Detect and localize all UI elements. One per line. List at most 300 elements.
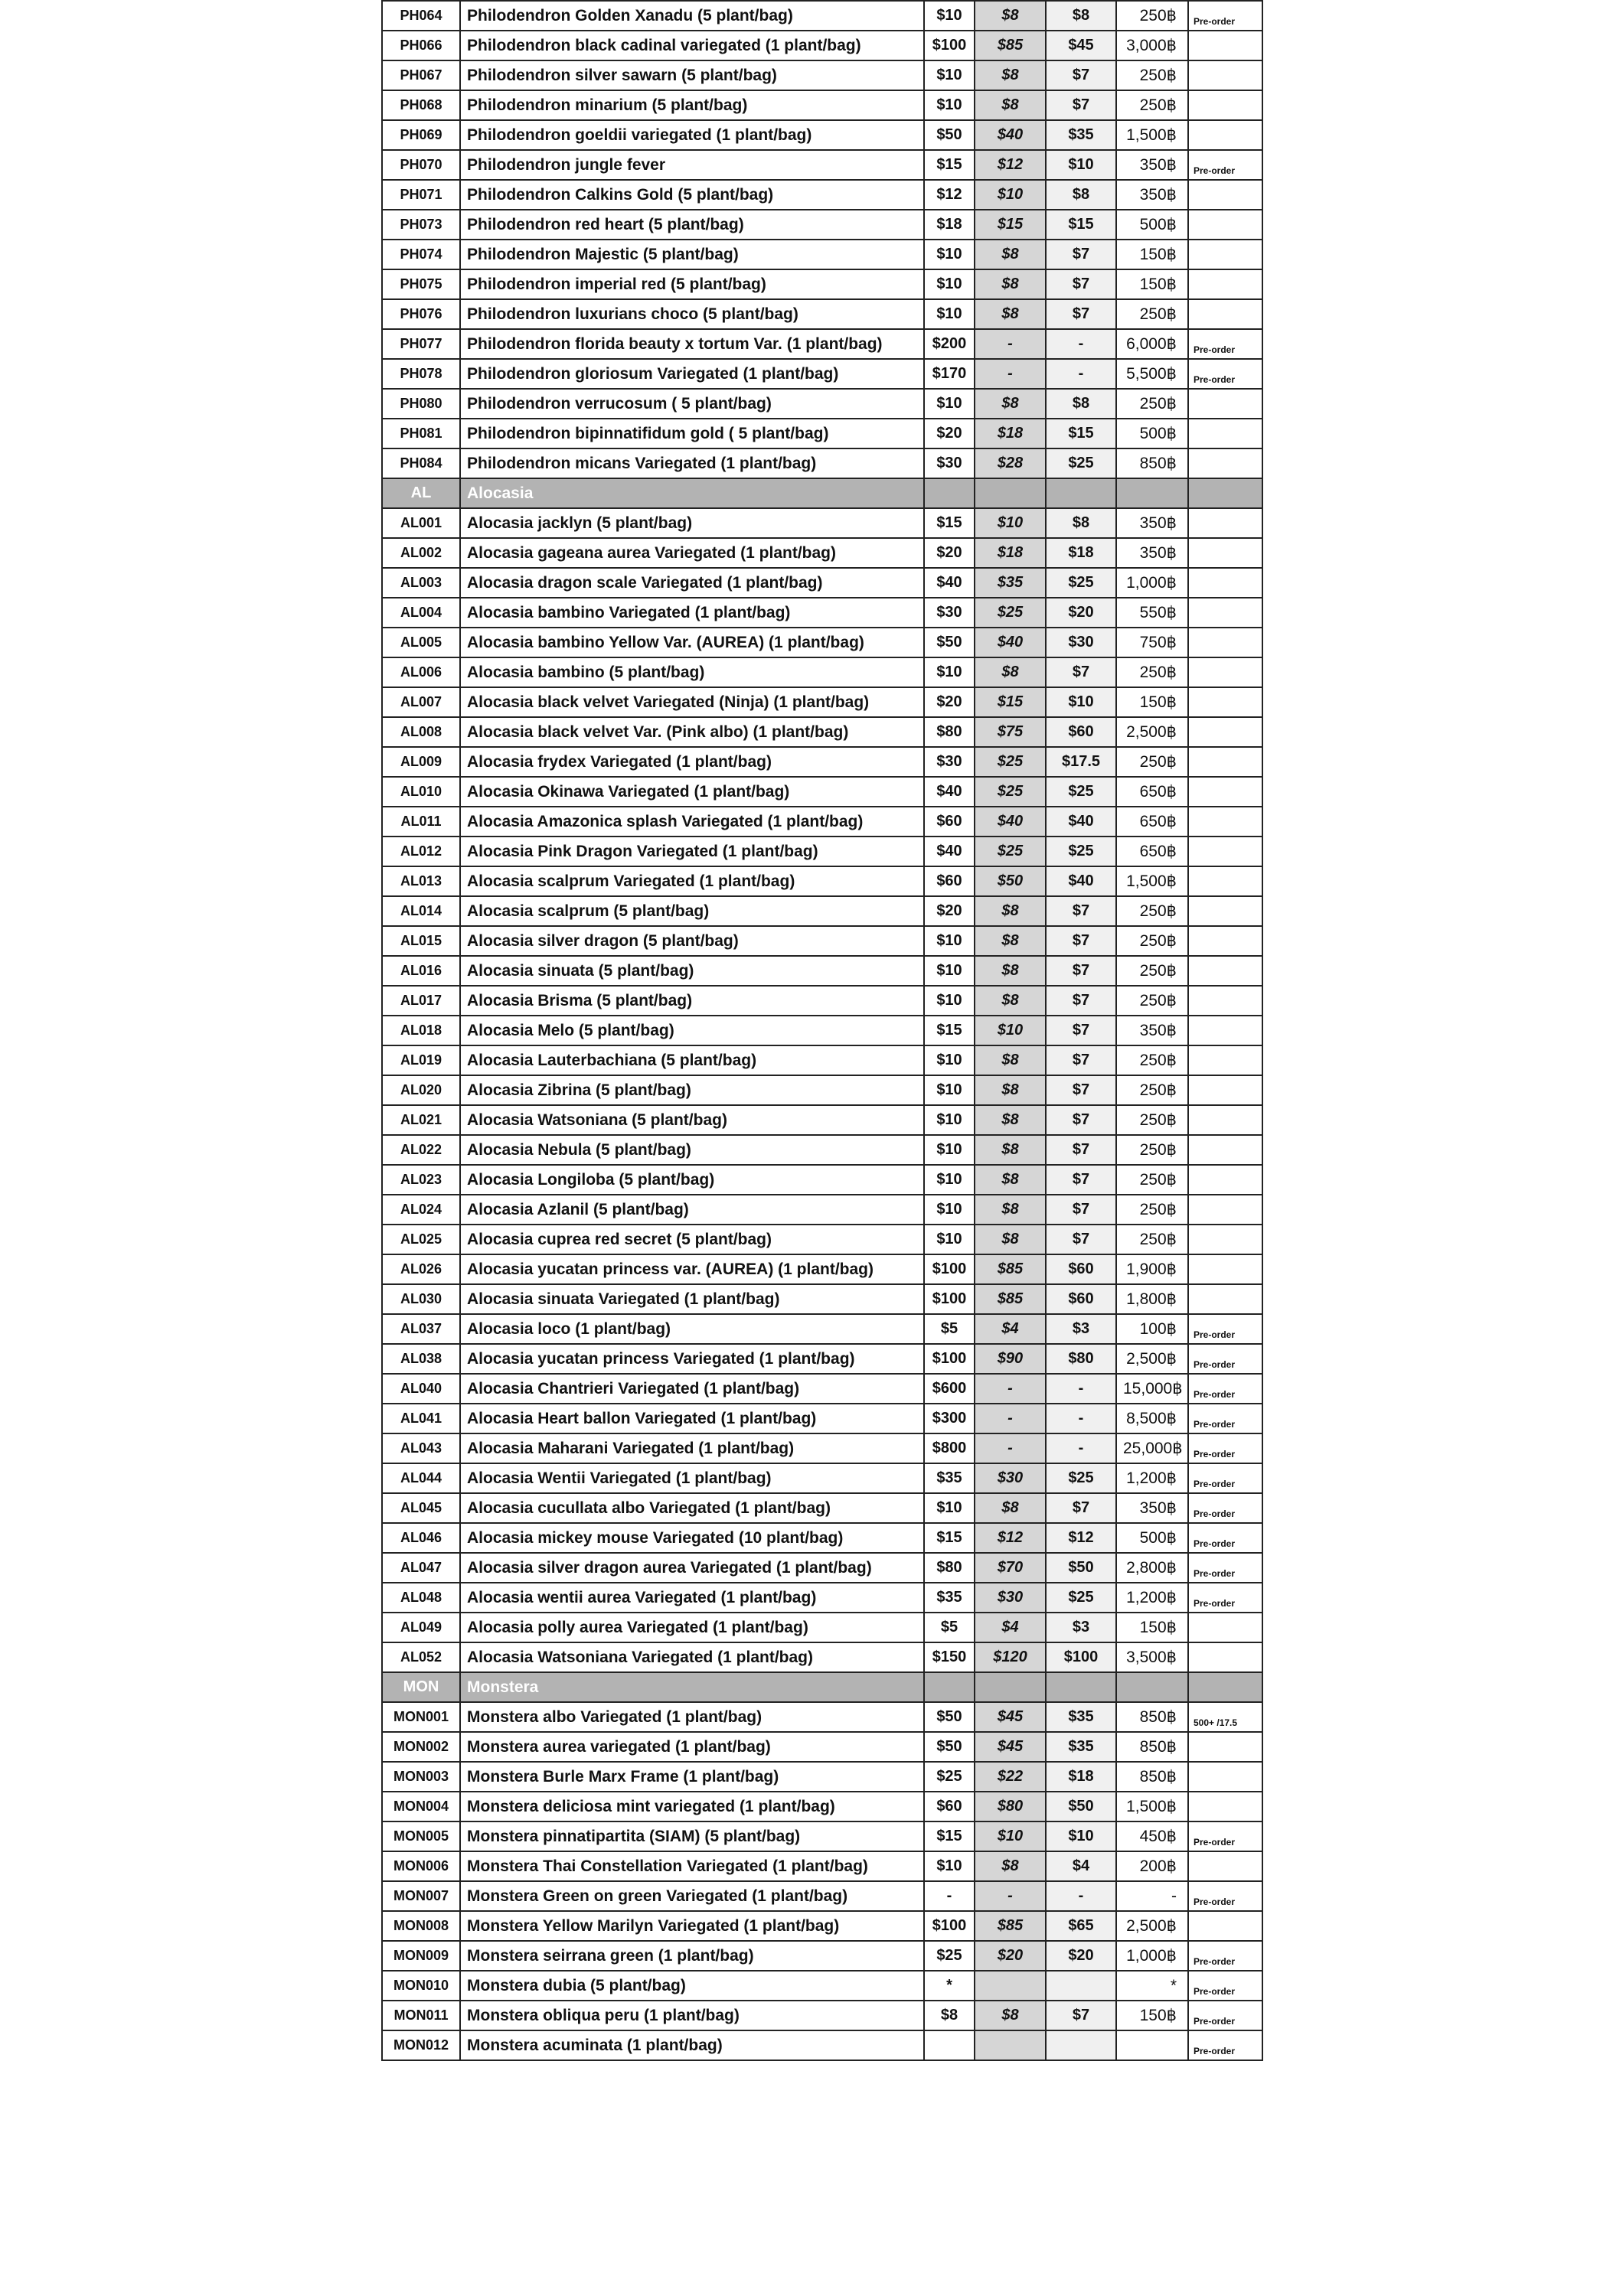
- product-name: Alocasia cuprea red secret (5 plant/bag): [460, 1225, 924, 1254]
- product-name: Alocasia scalprum (5 plant/bag): [460, 896, 924, 926]
- product-name: Alocasia sinuata Variegated (1 plant/bag): [460, 1284, 924, 1314]
- price-tier-1: $80: [924, 1553, 975, 1583]
- product-name: Philodendron goeldii variegated (1 plant/bag): [460, 120, 924, 150]
- product-name: Monstera obliqua peru (1 plant/bag): [460, 2001, 924, 2030]
- product-row: [382, 1463, 1262, 1493]
- product-code: MON005: [382, 1821, 460, 1851]
- price-tier-2: $85: [975, 1284, 1046, 1314]
- price-thb: 8,500฿: [1116, 1404, 1188, 1433]
- order-note: [1188, 628, 1262, 657]
- product-row: [382, 837, 1262, 866]
- price-tier-3: $12: [1046, 1523, 1116, 1553]
- price-tier-2: $40: [975, 807, 1046, 837]
- price-thb: 350฿: [1116, 180, 1188, 210]
- product-code: PH081: [382, 419, 460, 448]
- price-tier-3: $3: [1046, 1613, 1116, 1642]
- price-tier-2: $4: [975, 1613, 1046, 1642]
- product-name: Monstera Thai Constellation Variegated (1 plant/bag): [460, 1851, 924, 1881]
- product-row: [382, 657, 1262, 687]
- price-tier-1: $15: [924, 150, 975, 180]
- product-code: AL013: [382, 866, 460, 896]
- product-name: Alocasia Okinawa Variegated (1 plant/bag): [460, 777, 924, 807]
- price-tier-1: $20: [924, 896, 975, 926]
- product-name: Alocasia Watsoniana (5 plant/bag): [460, 1105, 924, 1135]
- order-note: [1188, 777, 1262, 807]
- price-thb: 550฿: [1116, 598, 1188, 628]
- product-name: Alocasia Pink Dragon Variegated (1 plant/bag): [460, 837, 924, 866]
- price-tier-2: $50: [975, 866, 1046, 896]
- product-name: Alocasia Longiloba (5 plant/bag): [460, 1165, 924, 1195]
- order-note: [1188, 1254, 1262, 1284]
- product-row: [382, 1374, 1262, 1404]
- price-thb: 750฿: [1116, 628, 1188, 657]
- product-name: Monstera seirrana green (1 plant/bag): [460, 1941, 924, 1971]
- order-note: [1188, 180, 1262, 210]
- price-tier-3: $35: [1046, 1702, 1116, 1732]
- order-note: [1188, 687, 1262, 717]
- order-note: Pre-order: [1188, 1821, 1262, 1851]
- order-note: Pre-order: [1188, 150, 1262, 180]
- price-thb: 850฿: [1116, 448, 1188, 478]
- order-note: [1188, 1195, 1262, 1225]
- order-note: [1188, 1075, 1262, 1105]
- product-code: PH077: [382, 329, 460, 359]
- product-name: Philodendron gloriosum Variegated (1 plant/bag): [460, 359, 924, 389]
- price-tier-3: -: [1046, 329, 1116, 359]
- price-tier-3: $7: [1046, 926, 1116, 956]
- price-thb: 250฿: [1116, 1045, 1188, 1075]
- product-name: Philodendron verrucosum ( 5 plant/bag): [460, 389, 924, 419]
- order-note: [1188, 747, 1262, 777]
- product-row: [382, 1404, 1262, 1433]
- price-thb: 250฿: [1116, 657, 1188, 687]
- price-tier-3: $7: [1046, 1105, 1116, 1135]
- price-tier-3: -: [1046, 1433, 1116, 1463]
- order-note: [1188, 448, 1262, 478]
- price-thb: 5,500฿: [1116, 359, 1188, 389]
- price-tier-2: $8: [975, 896, 1046, 926]
- order-note: [1188, 717, 1262, 747]
- order-note: Pre-order: [1188, 1553, 1262, 1583]
- price-thb: 150฿: [1116, 1613, 1188, 1642]
- price-tier-3: $7: [1046, 986, 1116, 1016]
- product-row: [382, 150, 1262, 180]
- price-tier-2: $45: [975, 1702, 1046, 1732]
- price-tier-3: $15: [1046, 419, 1116, 448]
- product-code: AL006: [382, 657, 460, 687]
- price-tier-2: $28: [975, 448, 1046, 478]
- price-tier-3: $15: [1046, 210, 1116, 240]
- product-row: [382, 1314, 1262, 1344]
- product-name: Philodendron Calkins Gold (5 plant/bag): [460, 180, 924, 210]
- order-note: Pre-order: [1188, 1374, 1262, 1404]
- product-name: Monstera acuminata (1 plant/bag): [460, 2030, 924, 2060]
- price-tier-3: $7: [1046, 299, 1116, 329]
- price-tier-1: $20: [924, 687, 975, 717]
- product-code: PH069: [382, 120, 460, 150]
- price-tier-3: $10: [1046, 1821, 1116, 1851]
- price-tier-3: $7: [1046, 240, 1116, 269]
- product-row: [382, 1971, 1262, 2001]
- product-code: AL008: [382, 717, 460, 747]
- product-row: [382, 747, 1262, 777]
- price-thb: 2,500฿: [1116, 1344, 1188, 1374]
- product-name: Alocasia scalprum Variegated (1 plant/bag): [460, 866, 924, 896]
- section-header-row: [382, 478, 1262, 508]
- price-thb: 250฿: [1116, 1195, 1188, 1225]
- product-code: AL002: [382, 538, 460, 568]
- price-thb: 1,500฿: [1116, 866, 1188, 896]
- price-tier-2: $12: [975, 1523, 1046, 1553]
- price-thb: 350฿: [1116, 150, 1188, 180]
- product-name: Alocasia Brisma (5 plant/bag): [460, 986, 924, 1016]
- product-code: AL015: [382, 926, 460, 956]
- product-row: [382, 568, 1262, 598]
- product-row: [382, 1792, 1262, 1821]
- price-tier-2: $8: [975, 956, 1046, 986]
- price-tier-2: $40: [975, 120, 1046, 150]
- product-name: Alocasia dragon scale Variegated (1 plant/bag): [460, 568, 924, 598]
- product-code: AL020: [382, 1075, 460, 1105]
- price-tier-2: $8: [975, 1225, 1046, 1254]
- price-thb: 650฿: [1116, 807, 1188, 837]
- product-row: [382, 1821, 1262, 1851]
- price-tier-3: $60: [1046, 1284, 1116, 1314]
- price-tier-1: $10: [924, 1135, 975, 1165]
- product-code: AL049: [382, 1613, 460, 1642]
- product-code: MON006: [382, 1851, 460, 1881]
- product-row: [382, 448, 1262, 478]
- price-list-sheet: [381, 0, 1262, 2061]
- order-note: [1188, 210, 1262, 240]
- order-note: [1188, 896, 1262, 926]
- product-code: AL025: [382, 1225, 460, 1254]
- price-thb: 250฿: [1116, 299, 1188, 329]
- price-tier-2: $85: [975, 31, 1046, 60]
- price-tier-1: $10: [924, 299, 975, 329]
- order-note: [1188, 538, 1262, 568]
- price-thb: -: [1116, 1881, 1188, 1911]
- price-tier-1: $600: [924, 1374, 975, 1404]
- order-note: [1188, 1045, 1262, 1075]
- price-tier-2: $70: [975, 1553, 1046, 1583]
- product-row: [382, 1225, 1262, 1254]
- price-thb: 350฿: [1116, 1493, 1188, 1523]
- order-note: [1188, 1284, 1262, 1314]
- order-note: Pre-order: [1188, 1971, 1262, 2001]
- product-code: PH067: [382, 60, 460, 90]
- price-tier-1: $10: [924, 269, 975, 299]
- product-row: [382, 777, 1262, 807]
- price-tier-2: $8: [975, 1075, 1046, 1105]
- price-tier-1: $5: [924, 1314, 975, 1344]
- price-tier-2: $25: [975, 837, 1046, 866]
- order-note: 500+ /17.5: [1188, 1702, 1262, 1732]
- product-name: Alocasia yucatan princess var. (AUREA) (1 plant/bag): [460, 1254, 924, 1284]
- price-tier-1: $10: [924, 60, 975, 90]
- price-tier-2: $15: [975, 210, 1046, 240]
- price-tier-2: $8: [975, 926, 1046, 956]
- price-tier-1: $200: [924, 329, 975, 359]
- product-name: Alocasia bambino Variegated (1 plant/bag): [460, 598, 924, 628]
- product-row: [382, 1583, 1262, 1613]
- price-tier-3: $50: [1046, 1553, 1116, 1583]
- product-code: AL009: [382, 747, 460, 777]
- price-tier-3: $60: [1046, 717, 1116, 747]
- product-name: Alocasia wentii aurea Variegated (1 plant/bag): [460, 1583, 924, 1613]
- product-row: [382, 60, 1262, 90]
- product-code: PH071: [382, 180, 460, 210]
- price-tier-3: $18: [1046, 1762, 1116, 1792]
- price-thb: 250฿: [1116, 926, 1188, 956]
- product-code: AL012: [382, 837, 460, 866]
- product-row: [382, 1762, 1262, 1792]
- price-tier-3: -: [1046, 1374, 1116, 1404]
- price-tier-3: $25: [1046, 1583, 1116, 1613]
- price-tier-2: $4: [975, 1314, 1046, 1344]
- product-row: [382, 1, 1262, 31]
- price-thb: 2,500฿: [1116, 717, 1188, 747]
- product-code: MON009: [382, 1941, 460, 1971]
- product-code: PH084: [382, 448, 460, 478]
- order-note: [1188, 508, 1262, 538]
- order-note: [1188, 389, 1262, 419]
- section-title: Alocasia: [460, 478, 924, 508]
- product-row: [382, 1732, 1262, 1762]
- price-tier-2: $8: [975, 1493, 1046, 1523]
- price-tier-1: $5: [924, 1613, 975, 1642]
- product-row: [382, 299, 1262, 329]
- price-thb: 2,800฿: [1116, 1553, 1188, 1583]
- price-tier-2: -: [975, 1433, 1046, 1463]
- price-thb: 500฿: [1116, 210, 1188, 240]
- price-thb: 1,000฿: [1116, 1941, 1188, 1971]
- product-code: AL005: [382, 628, 460, 657]
- product-code: PH066: [382, 31, 460, 60]
- order-note: Pre-order: [1188, 1941, 1262, 1971]
- price-thb: *: [1116, 1971, 1188, 2001]
- product-name: Philodendron Majestic (5 plant/bag): [460, 240, 924, 269]
- product-code: MON003: [382, 1762, 460, 1792]
- price-tier-1: $800: [924, 1433, 975, 1463]
- price-tier-1: $50: [924, 120, 975, 150]
- product-name: Alocasia Heart ballon Variegated (1 plant/bag): [460, 1404, 924, 1433]
- price-tier-3: $100: [1046, 1642, 1116, 1672]
- price-thb: 250฿: [1116, 747, 1188, 777]
- product-code: AL041: [382, 1404, 460, 1433]
- price-tier-3: $7: [1046, 1135, 1116, 1165]
- price-thb: 250฿: [1116, 60, 1188, 90]
- price-tier-3: $7: [1046, 2001, 1116, 2030]
- price-thb: 1,000฿: [1116, 568, 1188, 598]
- price-tier-2: $8: [975, 1135, 1046, 1165]
- product-code: AL040: [382, 1374, 460, 1404]
- price-tier-1: $10: [924, 1, 975, 31]
- product-code: AL003: [382, 568, 460, 598]
- product-code: AL021: [382, 1105, 460, 1135]
- price-thb: 150฿: [1116, 269, 1188, 299]
- price-tier-1: $80: [924, 717, 975, 747]
- price-tier-2: $80: [975, 1792, 1046, 1821]
- price-tier-1: $10: [924, 956, 975, 986]
- product-row: [382, 1493, 1262, 1523]
- price-thb: 850฿: [1116, 1702, 1188, 1732]
- price-thb: 100฿: [1116, 1314, 1188, 1344]
- product-row: [382, 717, 1262, 747]
- price-tier-3: $25: [1046, 568, 1116, 598]
- price-tier-3: $8: [1046, 508, 1116, 538]
- product-row: [382, 538, 1262, 568]
- order-note: [1188, 956, 1262, 986]
- order-note: [1188, 1613, 1262, 1642]
- product-code: AL023: [382, 1165, 460, 1195]
- product-name: Monstera deliciosa mint variegated (1 plant/bag): [460, 1792, 924, 1821]
- order-note: [1188, 1016, 1262, 1045]
- price-tier-3: $7: [1046, 1493, 1116, 1523]
- price-thb: 500฿: [1116, 419, 1188, 448]
- price-tier-2: $8: [975, 986, 1046, 1016]
- price-tier-2: $22: [975, 1762, 1046, 1792]
- product-name: Monstera albo Variegated (1 plant/bag): [460, 1702, 924, 1732]
- price-tier-1: $12: [924, 180, 975, 210]
- price-tier-2: $8: [975, 90, 1046, 120]
- product-code: MON007: [382, 1881, 460, 1911]
- product-row: [382, 1135, 1262, 1165]
- product-name: Monstera Burle Marx Frame (1 plant/bag): [460, 1762, 924, 1792]
- price-tier-3: $7: [1046, 1075, 1116, 1105]
- price-tier-1: $50: [924, 1702, 975, 1732]
- product-name: Alocasia gageana aurea Variegated (1 plant/bag): [460, 538, 924, 568]
- product-row: [382, 508, 1262, 538]
- price-thb: 250฿: [1116, 1135, 1188, 1165]
- product-row: [382, 807, 1262, 837]
- price-tier-1: $60: [924, 866, 975, 896]
- order-note: [1188, 419, 1262, 448]
- price-tier-1: $30: [924, 747, 975, 777]
- order-note: Pre-order: [1188, 1463, 1262, 1493]
- price-tier-2: -: [975, 1404, 1046, 1433]
- order-note: [1188, 1225, 1262, 1254]
- price-tier-2: [975, 2030, 1046, 2060]
- product-code: AL011: [382, 807, 460, 837]
- price-tier-3: $7: [1046, 657, 1116, 687]
- price-tier-3: $50: [1046, 1792, 1116, 1821]
- product-row: [382, 1433, 1262, 1463]
- order-note: [1188, 1105, 1262, 1135]
- product-row: [382, 419, 1262, 448]
- product-code: PH075: [382, 269, 460, 299]
- product-row: [382, 1851, 1262, 1881]
- price-thb: 850฿: [1116, 1732, 1188, 1762]
- product-code: PH078: [382, 359, 460, 389]
- product-row: [382, 2030, 1262, 2060]
- price-tier-3: $7: [1046, 1045, 1116, 1075]
- product-code: PH076: [382, 299, 460, 329]
- price-thb: 250฿: [1116, 1, 1188, 31]
- order-note: [1188, 1851, 1262, 1881]
- price-tier-1: $60: [924, 1792, 975, 1821]
- product-name: Alocasia Wentii Variegated (1 plant/bag): [460, 1463, 924, 1493]
- price-tier-1: $100: [924, 1344, 975, 1374]
- section-blank-cell: [1046, 478, 1116, 508]
- price-tier-3: $60: [1046, 1254, 1116, 1284]
- price-tier-2: $10: [975, 508, 1046, 538]
- order-note: [1188, 240, 1262, 269]
- order-note: Pre-order: [1188, 329, 1262, 359]
- product-name: Alocasia polly aurea Variegated (1 plant/bag): [460, 1613, 924, 1642]
- product-row: [382, 2001, 1262, 2030]
- product-name: Alocasia mickey mouse Variegated (10 plant/bag): [460, 1523, 924, 1553]
- price-tier-2: $30: [975, 1463, 1046, 1493]
- price-tier-3: $10: [1046, 150, 1116, 180]
- product-name: Philodendron minarium (5 plant/bag): [460, 90, 924, 120]
- price-thb: 6,000฿: [1116, 329, 1188, 359]
- order-note: [1188, 60, 1262, 90]
- price-tier-3: $8: [1046, 389, 1116, 419]
- price-table-body: [382, 1, 1262, 2060]
- product-code: MON002: [382, 1732, 460, 1762]
- price-tier-2: -: [975, 359, 1046, 389]
- price-thb: 250฿: [1116, 956, 1188, 986]
- price-tier-1: $15: [924, 1821, 975, 1851]
- price-tier-2: $25: [975, 598, 1046, 628]
- product-row: [382, 1165, 1262, 1195]
- product-row: [382, 269, 1262, 299]
- price-tier-3: $80: [1046, 1344, 1116, 1374]
- price-tier-1: $30: [924, 598, 975, 628]
- product-row: [382, 1284, 1262, 1314]
- price-tier-3: $25: [1046, 448, 1116, 478]
- product-name: Philodendron black cadinal variegated (1 plant/bag): [460, 31, 924, 60]
- price-tier-2: $15: [975, 687, 1046, 717]
- product-name: Alocasia bambino (5 plant/bag): [460, 657, 924, 687]
- price-tier-2: $10: [975, 180, 1046, 210]
- price-tier-2: $85: [975, 1911, 1046, 1941]
- product-name: Alocasia bambino Yellow Var. (AUREA) (1 plant/bag): [460, 628, 924, 657]
- product-row: [382, 1642, 1262, 1672]
- price-tier-3: $7: [1046, 269, 1116, 299]
- price-tier-1: $10: [924, 240, 975, 269]
- product-name: Monstera aurea variegated (1 plant/bag): [460, 1732, 924, 1762]
- section-blank-cell: [1116, 1672, 1188, 1702]
- product-name: Philodendron luxurians choco (5 plant/bag): [460, 299, 924, 329]
- price-thb: 250฿: [1116, 90, 1188, 120]
- product-code: PH068: [382, 90, 460, 120]
- product-name: Alocasia black velvet Var. (Pink albo) (1 plant/bag): [460, 717, 924, 747]
- price-tier-3: $20: [1046, 598, 1116, 628]
- price-tier-3: -: [1046, 359, 1116, 389]
- price-tier-2: $18: [975, 419, 1046, 448]
- price-tier-1: $10: [924, 1225, 975, 1254]
- product-code: AL038: [382, 1344, 460, 1374]
- product-row: [382, 896, 1262, 926]
- product-row: [382, 389, 1262, 419]
- price-thb: [1116, 2030, 1188, 2060]
- order-note: [1188, 568, 1262, 598]
- order-note: [1188, 926, 1262, 956]
- product-code: PH073: [382, 210, 460, 240]
- price-tier-1: $10: [924, 1045, 975, 1075]
- product-name: Alocasia Chantrieri Variegated (1 plant/bag): [460, 1374, 924, 1404]
- product-row: [382, 240, 1262, 269]
- section-blank-cell: [1188, 478, 1262, 508]
- price-tier-1: $35: [924, 1583, 975, 1613]
- price-thb: 1,800฿: [1116, 1284, 1188, 1314]
- price-tier-2: -: [975, 329, 1046, 359]
- product-row: [382, 90, 1262, 120]
- price-tier-1: $15: [924, 1523, 975, 1553]
- price-thb: 2,500฿: [1116, 1911, 1188, 1941]
